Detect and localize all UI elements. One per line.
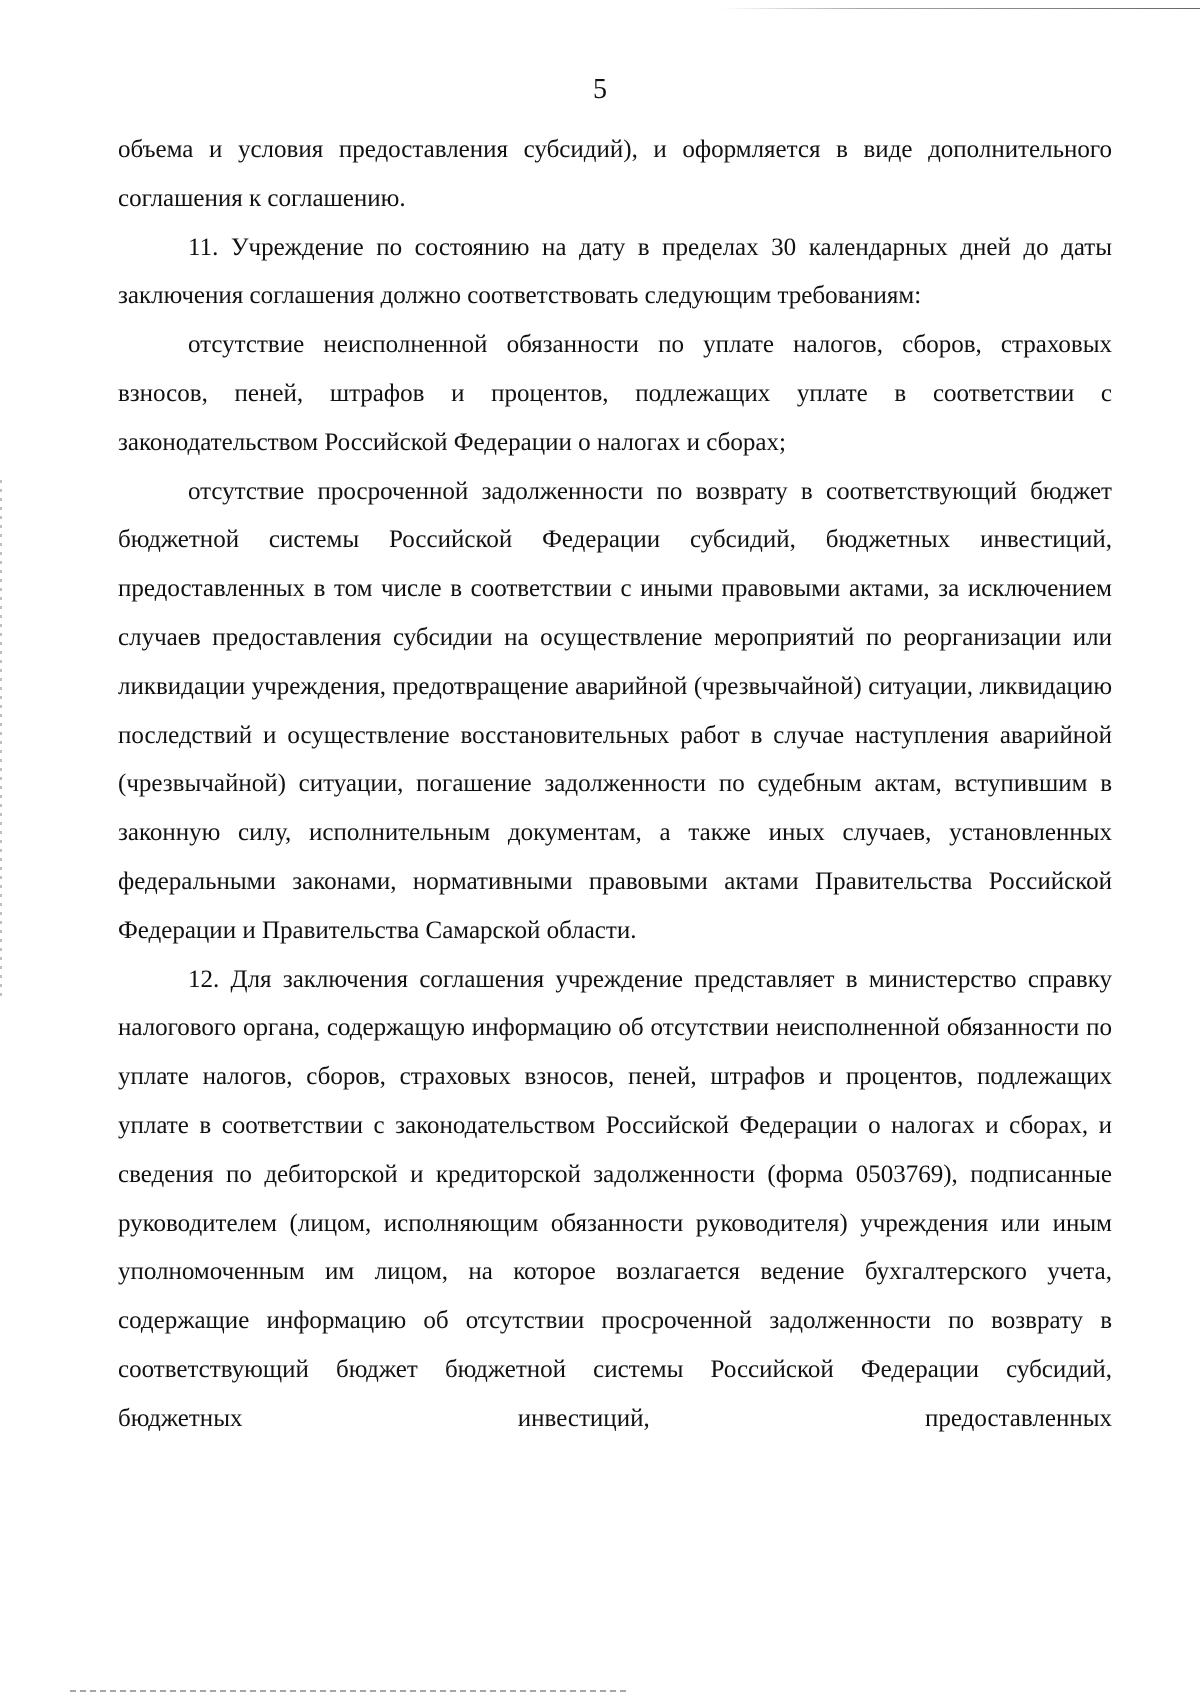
paragraph-clause-11: 11. Учреждение по состоянию на дату в пределах 30 календарных дней до даты заключения соглашения должно соответствовать следующим требованиям: — [118, 233, 1112, 310]
paragraph-requirement-taxes: отсутствие неисполненной обязанности по уплате налогов, сборов, страховых взносов, пеней, штрафов и процентов, подлежащих уплате в соответствии с законодательством Российской Федерации о налогах и сборах; — [118, 331, 1112, 456]
scan-artifact-bottom-line — [70, 1690, 630, 1692]
document-body — [118, 126, 1112, 1444]
page-number: 5 — [593, 74, 607, 105]
scan-artifact-top-line — [720, 8, 1200, 9]
scan-artifact-left-edge — [0, 480, 2, 1000]
paragraph-clause-12: 12. Для заключения соглашения учреждение представляет в министерство справку налогового органа, содержащую информацию об отсутствии неисполненной обязанности по уплате налогов, сборов, страховых взносов, пеней, штрафов и процентов, подлежащих уплате в соответствии с законодательством Российской Федерации о налогах и сборах, и сведения по дебиторской и кредиторской задолженности (форма 0503769), подписанные руководителем (лицом, исполняющим обязанности руководителя) учреждения или иным уполномоченным им лицом, на которое возлагается ведение бухгалтерского учета, содержащие информацию об отсутствии просроченной задолженности по возврату в соответствующий бюджет бюджетной системы Российской Федерации субсидий, бюджетных инвестиций, предоставленных — [118, 965, 1112, 1432]
paragraph-requirement-debts: отсутствие просроченной задолженности по возврату в соответствующий бюджет бюджетной системы Российской Федерации субсидий, бюджетных инвестиций, предоставленных в том числе в соответствии с иными правовыми актами, за исключением случаев предоставления субсидии на осуществление мероприятий по реорганизации или ликвидации учреждения, предотвращение аварийной (чрезвычайной) ситуации, ликвидацию последствий и осуществление восстановительных работ в случае наступления аварийной (чрезвычайной) ситуации, погашение задолженности по судебным актам, вступившим в законную силу, исполнительным документам, а также иных случаев, установленных федеральными законами, нормативными правовыми актами Правительства Российской Федерации и Правительства Самарской области. — [118, 477, 1112, 944]
paragraph-continuation: объема и условия предоставления субсидий), и оформляется в виде дополнительного соглашения к соглашению. — [118, 136, 1112, 212]
